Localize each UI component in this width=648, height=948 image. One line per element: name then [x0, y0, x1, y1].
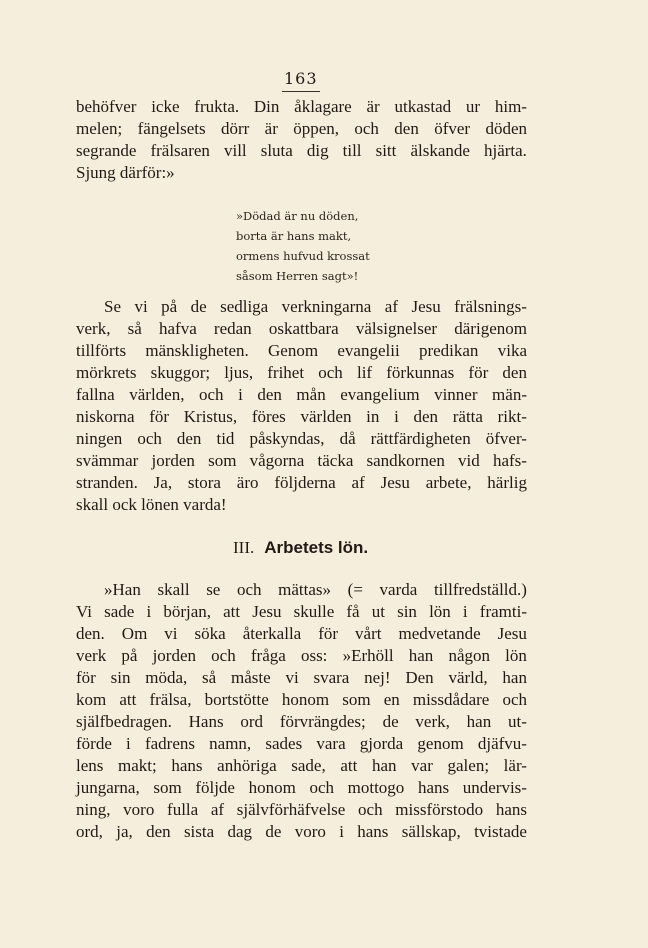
word: följderna: [274, 473, 336, 492]
word: till: [342, 141, 362, 160]
word: början,: [163, 602, 211, 621]
text-line: [76, 318, 527, 340]
word: de: [190, 297, 207, 316]
word: i: [394, 407, 399, 426]
word: evangelium: [340, 385, 420, 404]
word: den: [502, 363, 527, 382]
word: djäfvu-: [477, 734, 527, 753]
word: följde: [195, 778, 235, 797]
word: han: [408, 646, 434, 665]
word: för: [76, 668, 96, 687]
word: af: [210, 800, 225, 819]
word: och: [211, 646, 236, 665]
word: män-: [492, 385, 527, 404]
word: af: [384, 297, 399, 316]
word: Jesu: [411, 297, 441, 316]
text-line: [76, 623, 527, 645]
word: undervis-: [462, 778, 527, 797]
section-number: III.: [233, 538, 255, 557]
word: hans: [171, 756, 203, 775]
word: sin: [110, 668, 131, 687]
word: namn,: [209, 734, 252, 753]
text-line: [76, 689, 527, 711]
word: och: [137, 429, 162, 448]
word: bortstötte: [204, 690, 269, 709]
paragraph-3: [76, 579, 527, 843]
word: vill: [223, 141, 247, 160]
text-line: skall ock lönen varda!: [76, 495, 227, 514]
word: att: [223, 602, 241, 621]
word: arbete,: [425, 473, 472, 492]
word: ut-: [508, 712, 527, 731]
word: ning,: [76, 800, 111, 819]
poem-line: såsom Herren sagt»!: [236, 269, 359, 283]
word: döden: [485, 119, 527, 138]
text-line: [76, 579, 527, 601]
word: behöfver: [76, 97, 137, 116]
text-line: [76, 711, 527, 733]
word: täcka: [317, 451, 354, 470]
word: anhöriga: [217, 756, 277, 775]
word: ut: [371, 602, 385, 621]
word: frälsaren: [150, 141, 210, 160]
text-line: [76, 428, 527, 450]
word: stranden.: [76, 473, 138, 492]
text-line: [76, 601, 527, 623]
text-line: [76, 384, 527, 406]
word: och: [309, 778, 335, 797]
word: Jesu: [380, 473, 410, 492]
text-line: [76, 472, 527, 494]
text-line: [76, 340, 527, 362]
word: påskyndas,: [249, 429, 325, 448]
word: den: [394, 119, 419, 138]
word: skuggor;: [150, 363, 211, 382]
word: på: [121, 646, 138, 665]
word: hafva: [158, 319, 197, 338]
word: voro: [123, 800, 155, 819]
word: för: [468, 363, 489, 382]
word: stora: [187, 473, 221, 492]
word: oskattbara: [268, 319, 339, 338]
word: och: [502, 690, 527, 709]
word: Den: [405, 668, 434, 687]
word: lens: [76, 756, 104, 775]
text-line: [76, 645, 527, 667]
word: öfver: [434, 119, 471, 138]
word: och: [358, 800, 383, 819]
word: själfbedragen.: [76, 712, 172, 731]
word: utkastad: [394, 97, 452, 116]
word: världen: [300, 407, 352, 426]
word: den: [146, 822, 171, 841]
word: honom: [281, 690, 330, 709]
word: vara: [316, 734, 346, 753]
word: hans: [357, 822, 389, 841]
word: redan: [213, 319, 252, 338]
word: verk: [76, 646, 107, 665]
word: vid: [458, 451, 480, 470]
word: äro: [236, 473, 259, 492]
word: lif: [356, 363, 373, 382]
word: »Han: [104, 580, 141, 599]
word: svämmar: [76, 451, 139, 470]
word: den: [413, 407, 439, 426]
word: ur: [465, 97, 481, 116]
word: de: [265, 822, 282, 841]
word: Kristus,: [183, 407, 238, 426]
word: hans: [495, 800, 527, 819]
word: sin: [397, 602, 417, 621]
word: niskorna: [76, 407, 135, 426]
section-heading: [233, 537, 368, 559]
text-line: [76, 799, 527, 821]
text-line: [76, 667, 527, 689]
word: den.: [76, 624, 105, 643]
word: sandkornen: [366, 451, 445, 470]
word: Hans: [188, 712, 224, 731]
word: i: [238, 385, 243, 404]
word: Jesu: [252, 602, 282, 621]
word: vi: [164, 624, 178, 643]
word: mättas»: [278, 580, 332, 599]
word: af: [351, 473, 365, 492]
word: vika: [497, 341, 527, 360]
word: världen,: [129, 385, 185, 404]
word: värld,: [448, 668, 488, 687]
word: hjärta.: [483, 141, 527, 160]
word: varda: [379, 580, 418, 599]
word: hans: [417, 778, 450, 797]
word: för: [318, 624, 339, 643]
word: sista: [183, 822, 215, 841]
word: fråga: [250, 646, 286, 665]
word: åklagare: [294, 97, 352, 116]
word: så: [202, 668, 217, 687]
word: frälsa,: [149, 690, 192, 709]
word: ljus,: [224, 363, 254, 382]
word: ningen: [76, 429, 123, 448]
text-line: Sjung därför:»: [76, 163, 175, 182]
text-line: [76, 118, 527, 140]
word: vårt: [355, 624, 382, 643]
word: rätta: [452, 407, 483, 426]
word: Se: [104, 297, 121, 316]
word: i: [462, 602, 468, 621]
word: frälsnings-: [454, 297, 527, 316]
word: in: [366, 407, 380, 426]
word: Din: [253, 97, 280, 116]
word: hafs-: [492, 451, 527, 470]
word: rikt-: [497, 407, 527, 426]
word: få: [346, 602, 360, 621]
word: verk,: [415, 712, 450, 731]
word: lön: [505, 646, 527, 665]
word: Om: [121, 624, 148, 643]
word: missdådare: [412, 690, 490, 709]
word: sade: [104, 602, 135, 621]
word: sitt: [375, 141, 397, 160]
paragraph-2: [76, 296, 527, 516]
word: föres: [251, 407, 286, 426]
text-line: [76, 96, 527, 118]
word: mänskligheten.: [145, 341, 249, 360]
text-line: [76, 821, 527, 843]
text-line: [76, 362, 527, 384]
word: tvistade: [474, 822, 527, 841]
word: vi: [134, 297, 148, 316]
word: fängelsets: [137, 119, 206, 138]
word: så: [127, 319, 142, 338]
word: svara: [313, 668, 350, 687]
word: voro: [294, 822, 326, 841]
word: Ja,: [153, 473, 173, 492]
word: predikan: [418, 341, 479, 360]
word: att: [340, 756, 358, 775]
word: Genom: [268, 341, 319, 360]
word: var: [411, 756, 433, 775]
word: han: [371, 756, 397, 775]
word: öfver-: [485, 429, 527, 448]
word: som: [208, 451, 237, 470]
word: skulle: [293, 602, 335, 621]
word: mottogo: [347, 778, 405, 797]
word: nej!: [364, 668, 391, 687]
word: fulla: [167, 800, 199, 819]
word: i: [126, 734, 131, 753]
word: rättfärdigheten: [370, 429, 471, 448]
word: frihet: [267, 363, 305, 382]
word: i: [146, 602, 152, 621]
word: oss:: [300, 646, 328, 665]
paragraph-1: [76, 96, 527, 184]
word: ord,: [76, 822, 103, 841]
word: kom: [76, 690, 107, 709]
word: självförhäfvelse: [236, 800, 346, 819]
word: och: [318, 363, 343, 382]
word: jorden: [151, 451, 195, 470]
word: fadrens: [144, 734, 195, 753]
text-line: [76, 777, 527, 799]
word: vågorna: [249, 451, 305, 470]
word: förvrängdes;: [279, 712, 366, 731]
word: den: [176, 429, 202, 448]
word: och: [354, 119, 379, 138]
word: tillförts: [76, 341, 127, 360]
word: vi: [285, 668, 299, 687]
word: makt;: [118, 756, 157, 775]
word: återkalla: [242, 624, 302, 643]
word: skall: [157, 580, 190, 599]
word: gjorda: [359, 734, 404, 753]
word: sade,: [291, 756, 326, 775]
word: därigenom: [454, 319, 527, 338]
word: söka: [194, 624, 226, 643]
word: de: [382, 712, 399, 731]
word: då: [339, 429, 356, 448]
word: segrande: [76, 141, 137, 160]
word: galen;: [447, 756, 490, 775]
word: fallna: [76, 385, 115, 404]
word: möda,: [145, 668, 188, 687]
word: är: [264, 119, 278, 138]
word: mörkrets: [76, 363, 137, 382]
word: melen;: [76, 119, 123, 138]
word: jungarna,: [76, 778, 140, 797]
word: Vi: [76, 602, 92, 621]
word: verk,: [76, 319, 111, 338]
word: lär-: [503, 756, 527, 775]
text-line: [76, 406, 527, 428]
word: är: [366, 97, 380, 116]
word: »Erhöll: [342, 646, 394, 665]
poem-quote: [236, 206, 370, 286]
word: ord: [240, 712, 264, 731]
text-line: [76, 296, 527, 318]
text-line: [76, 755, 527, 777]
word: frukta.: [194, 97, 240, 116]
word: och: [199, 385, 224, 404]
word: verkningarna: [281, 297, 372, 316]
word: att: [119, 690, 137, 709]
text-line: [76, 140, 527, 162]
word: en: [383, 690, 400, 709]
word: framti-: [479, 602, 527, 621]
word: dag: [227, 822, 253, 841]
section-title: Arbetets lön.: [264, 538, 369, 557]
word: icke: [151, 97, 180, 116]
word: härlig: [487, 473, 527, 492]
word: lön: [429, 602, 451, 621]
word: som: [153, 778, 182, 797]
word: Jesu: [497, 624, 527, 643]
word: i: [339, 822, 344, 841]
word: sades: [265, 734, 303, 753]
word: öppen,: [293, 119, 340, 138]
poem-line: borta är hans makt,: [236, 229, 352, 243]
word: den: [257, 385, 282, 404]
word: (=: [347, 580, 363, 599]
text-line: [76, 733, 527, 755]
text-line: [76, 450, 527, 472]
word: vinner: [434, 385, 478, 404]
word: genom: [417, 734, 464, 753]
word: mån: [296, 385, 326, 404]
word: se: [206, 580, 221, 599]
word: ja,: [116, 822, 133, 841]
word: tid: [216, 429, 235, 448]
word: han: [466, 712, 492, 731]
word: sällskap,: [401, 822, 461, 841]
word: måste: [231, 668, 271, 687]
word: dig: [306, 141, 329, 160]
word: förkunnas: [386, 363, 455, 382]
page-number: 163: [282, 70, 320, 92]
word: för: [149, 407, 170, 426]
word: dörr: [220, 119, 250, 138]
word: honom: [248, 778, 296, 797]
word: jorden: [152, 646, 197, 665]
word: som: [342, 690, 371, 709]
word: förde: [76, 734, 112, 753]
word: och: [236, 580, 262, 599]
poem-line: »Dödad är nu döden,: [236, 209, 359, 223]
word: sluta: [260, 141, 293, 160]
word: tillfredställd.): [433, 580, 527, 599]
word: välsignelser: [355, 319, 438, 338]
word: någon: [448, 646, 490, 665]
word: him-: [494, 97, 527, 116]
word: missförstodo: [395, 800, 484, 819]
word: evangelii: [337, 341, 400, 360]
poem-line: ormens hufvud krossat: [236, 249, 370, 263]
word: medvetande: [398, 624, 481, 643]
word: på: [161, 297, 178, 316]
word: älskande: [410, 141, 470, 160]
word: sedliga: [220, 297, 269, 316]
word: han: [502, 668, 527, 687]
